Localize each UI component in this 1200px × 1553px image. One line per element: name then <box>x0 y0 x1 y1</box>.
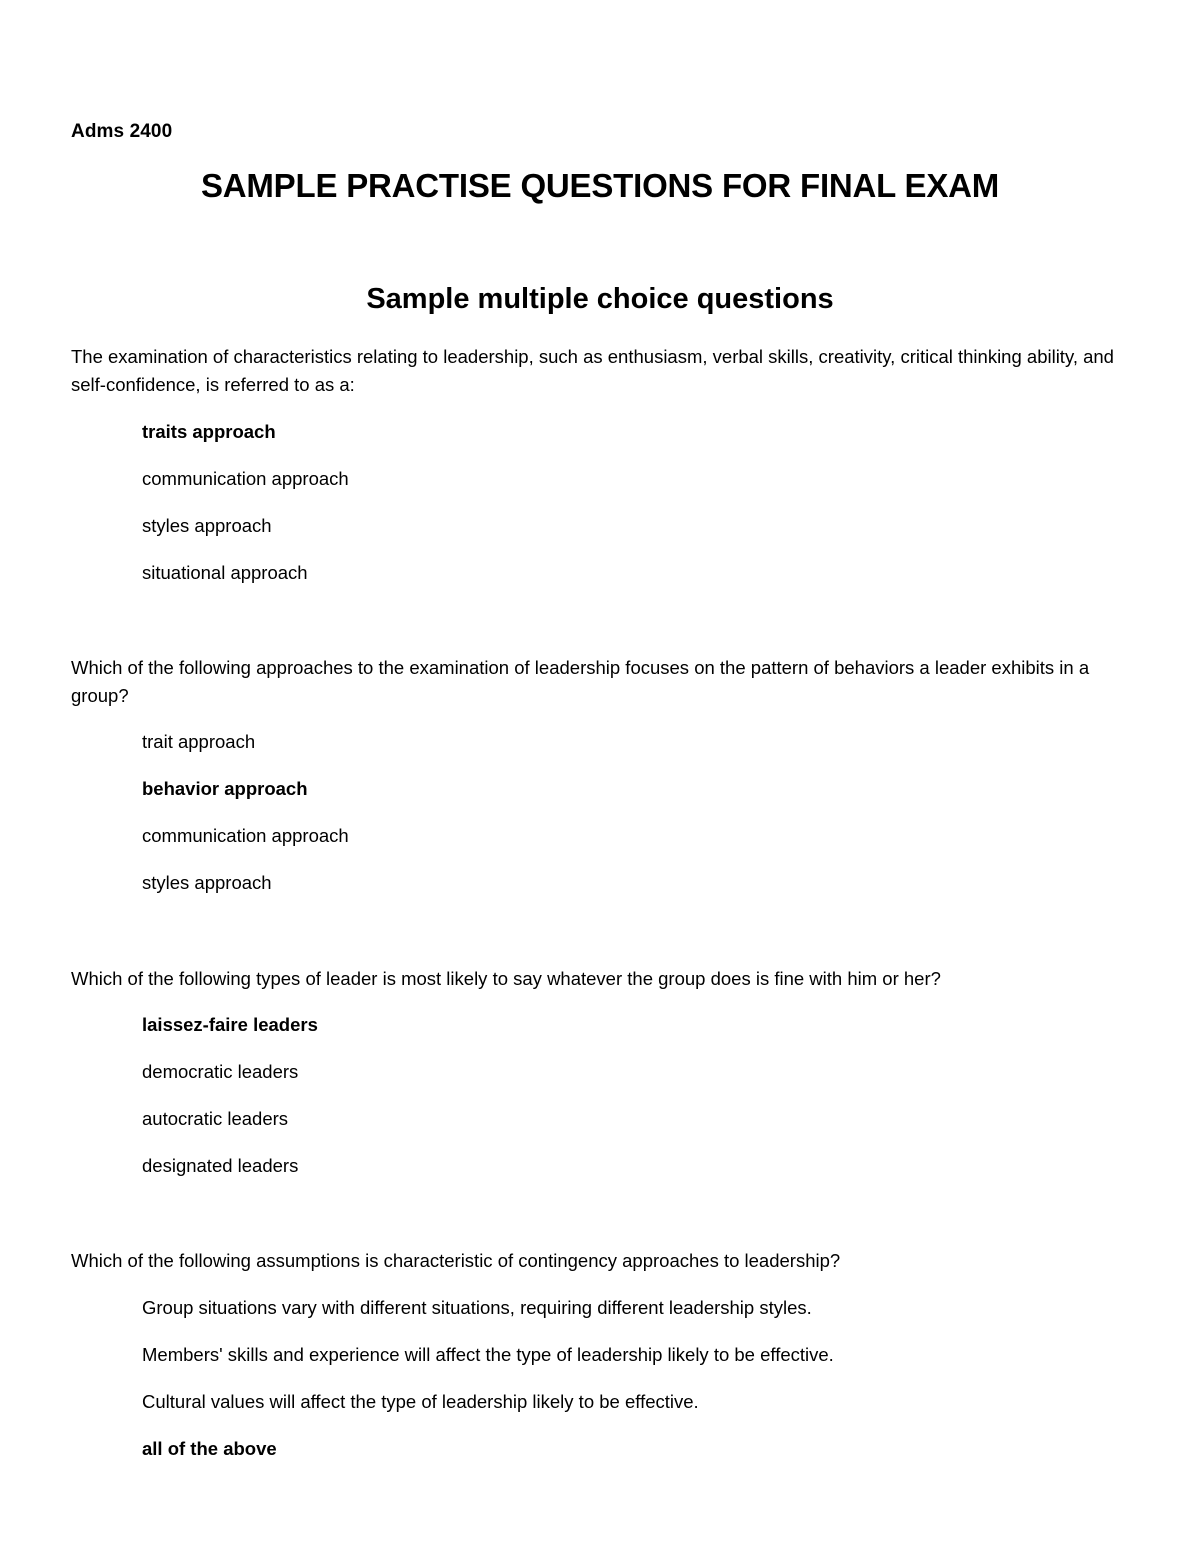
question-3-option-c: autocratic leaders <box>142 1108 289 1129</box>
question-4-option-c: Cultural values will affect the type of leadership likely to be effective. <box>142 1391 699 1412</box>
question-4-text: Which of the following assumptions is characteristic of contingency approaches to leadership? <box>71 1250 841 1271</box>
question-2-option-c: communication approach <box>142 825 349 846</box>
course-code: Adms 2400 <box>71 121 173 142</box>
question-1-text: The examination of characteristics relating to leadership, such as enthusiasm, verbal skills, creativity, critical thinking ability, and self-confidence, is referred to as a: <box>71 346 1114 395</box>
question-1-option-a: traits approach <box>142 421 276 442</box>
question-3-option-b: democratic leaders <box>142 1061 299 1082</box>
question-3-option-a: laissez-faire leaders <box>142 1014 318 1035</box>
question-3-text: Which of the following types of leader is most likely to say whatever the group does is fine with him or her? <box>71 968 941 989</box>
question-2-option-b: behavior approach <box>142 778 308 799</box>
question-1-option-c: styles approach <box>142 515 272 536</box>
question-3-option-d: designated leaders <box>142 1155 299 1176</box>
question-2-option-a: trait approach <box>142 731 256 752</box>
page-title: SAMPLE PRACTISE QUESTIONS FOR FINAL EXAM <box>200 167 1000 204</box>
question-4-option-d: all of the above <box>142 1438 277 1459</box>
question-2-text: Which of the following approaches to the examination of leadership focuses on the pattern of behaviors a leader exhibits in a group? <box>71 657 1090 706</box>
section-heading: Sample multiple choice questions <box>366 283 834 315</box>
question-4-option-a: Group situations vary with different situations, requiring different leadership styles. <box>142 1297 812 1318</box>
question-1-option-d: situational approach <box>142 562 308 583</box>
question-2-option-d: styles approach <box>142 872 272 893</box>
question-1-option-b: communication approach <box>142 468 349 489</box>
question-4-option-b: Members' skills and experience will affect the type of leadership likely to be effective. <box>142 1344 834 1365</box>
